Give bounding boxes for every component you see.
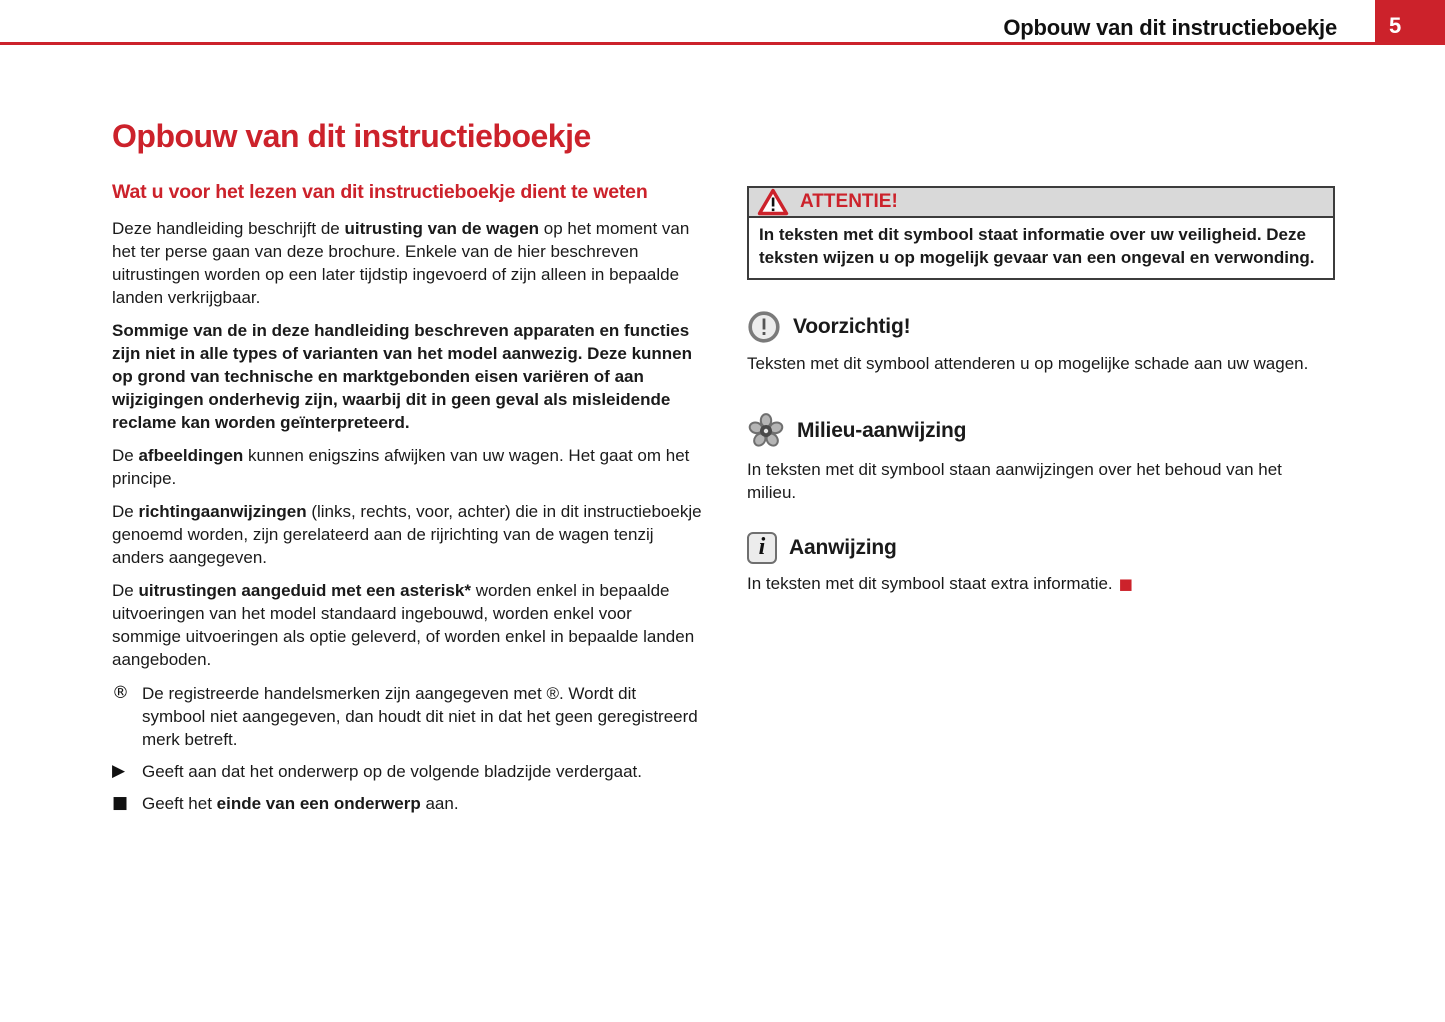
warning-triangle-icon — [757, 188, 789, 216]
note-header — [747, 532, 1335, 564]
end-of-topic-marker: ■ — [1118, 575, 1133, 593]
text-segment: uitrusting van de wagen — [344, 218, 540, 238]
text-segment: De — [112, 501, 139, 521]
text-segment: De — [112, 580, 139, 600]
text-segment: einde van een onderwerp — [216, 793, 421, 813]
environment-section — [747, 412, 1335, 504]
text-segment: uitrustingen aangeduid met een asterisk* — [138, 580, 471, 600]
notes-column — [747, 186, 1335, 596]
paragraph — [112, 217, 704, 309]
text-segment: Sommige van de in deze handleiding beschreven apparaten en functies zijn niet in alle types of varianten van het model aanwezig. Deze kunnen op grond van technische en marktgebonden eisen variëren of aan wijzigingen onderhevig zijn, waarbij dit in geen geval als misleidende reclame kan worden geïnterpreteerd. — [112, 320, 693, 432]
text-segment: De — [112, 445, 139, 465]
note-section — [747, 532, 1335, 596]
text-segment: op het moment van het ter perse gaan van deze brochure. Enkele van de hier beschreven uitrustingen worden op een later tijdstip ingevoerd of zijn alleen in bepaalde landen verkrijgbaar. — [112, 218, 690, 307]
text-segment: Geeft het — [142, 793, 217, 813]
text-segment: De registreerde handelsmerken zijn aangegeven met ®. Wordt dit symbool niet aangegeven, dan houdt dit niet in dat het geen geregistreerd merk betreft. — [142, 683, 698, 749]
info-icon: i — [747, 532, 777, 564]
paragraph — [112, 319, 704, 434]
attention-warning-header — [749, 188, 1333, 218]
legend-item — [112, 792, 704, 815]
section-subtitle: Wat u voor het lezen van dit instructieboekje dient te weten — [112, 180, 648, 203]
paragraph — [112, 579, 704, 671]
note-body-text — [747, 572, 1335, 596]
legend-item-text — [142, 792, 704, 815]
caution-title: Voorzichtig! — [793, 315, 911, 338]
text-segment: aan. — [420, 793, 459, 813]
caution-body-text: Teksten met dit symbool attenderen u op mogelijke schade aan uw wagen. — [747, 354, 1309, 373]
attention-body-text: In teksten met dit symbool staat informatie over uw veiligheid. Deze teksten wijzen u op mogelijk gevaar van een ongeval en verwonding. — [759, 225, 1315, 267]
paragraph — [112, 500, 704, 569]
note-body-sentence: In teksten met dit symbool staat extra informatie. — [747, 574, 1113, 593]
body-paragraphs — [112, 217, 704, 671]
attention-warning-box — [747, 186, 1335, 280]
legend-item-text — [142, 682, 704, 751]
attention-title: ATTENTIE! — [800, 191, 898, 212]
page-title: Opbouw van dit instructieboekje — [112, 118, 591, 154]
paragraph — [112, 444, 704, 490]
end-of-topic-symbol: ■ — [112, 792, 129, 813]
text-segment: worden enkel in bepaalde uitvoeringen van het model standaard ingebouwd, worden enkel voor sommige uitvoeringen als optie geleverd, of worden enkel in bepaalde landen aangeboden. — [112, 580, 695, 669]
text-segment: afbeeldingen — [138, 445, 244, 465]
text-segment: Geeft aan dat het onderwerp op de volgende bladzijde verdergaat. — [142, 761, 642, 781]
text-segment: kunnen enigszins afwijken van uw wagen. Het gaat om het principe. — [112, 445, 690, 488]
legend-item-text — [142, 760, 704, 783]
symbol-legend-list — [112, 682, 704, 815]
text-segment: richtingaanwijzingen — [138, 501, 307, 521]
page-number-badge — [1375, 0, 1445, 45]
environment-header — [747, 412, 1335, 450]
caution-circle-icon — [747, 310, 781, 344]
caution-section — [747, 310, 1335, 375]
text-segment: Deze handleiding beschrijft de — [112, 218, 345, 238]
header-rule — [0, 42, 1375, 45]
environment-title: Milieu-aanwijzing — [797, 419, 967, 442]
registered-trademark-symbol: ® — [112, 682, 129, 703]
legend-item — [112, 682, 704, 751]
running-header-title: Opbouw van dit instructieboekje — [1003, 15, 1337, 40]
note-title: Aanwijzing — [789, 536, 897, 559]
page-number: 5 — [1389, 13, 1402, 38]
text-segment: (links, rechts, voor, achter) die in dit instructieboekje genoemd worden, zijn gerelateerd aan de rijrichting van de wagen tenzij anders aangegeven. — [112, 501, 702, 567]
main-column — [112, 118, 704, 824]
legend-item — [112, 760, 704, 783]
caution-header — [747, 310, 1335, 344]
continues-next-page-symbol: ▶ — [112, 760, 126, 781]
environment-flower-icon — [747, 412, 785, 450]
environment-body-text: In teksten met dit symbool staan aanwijzingen over het behoud van het milieu. — [747, 460, 1282, 502]
